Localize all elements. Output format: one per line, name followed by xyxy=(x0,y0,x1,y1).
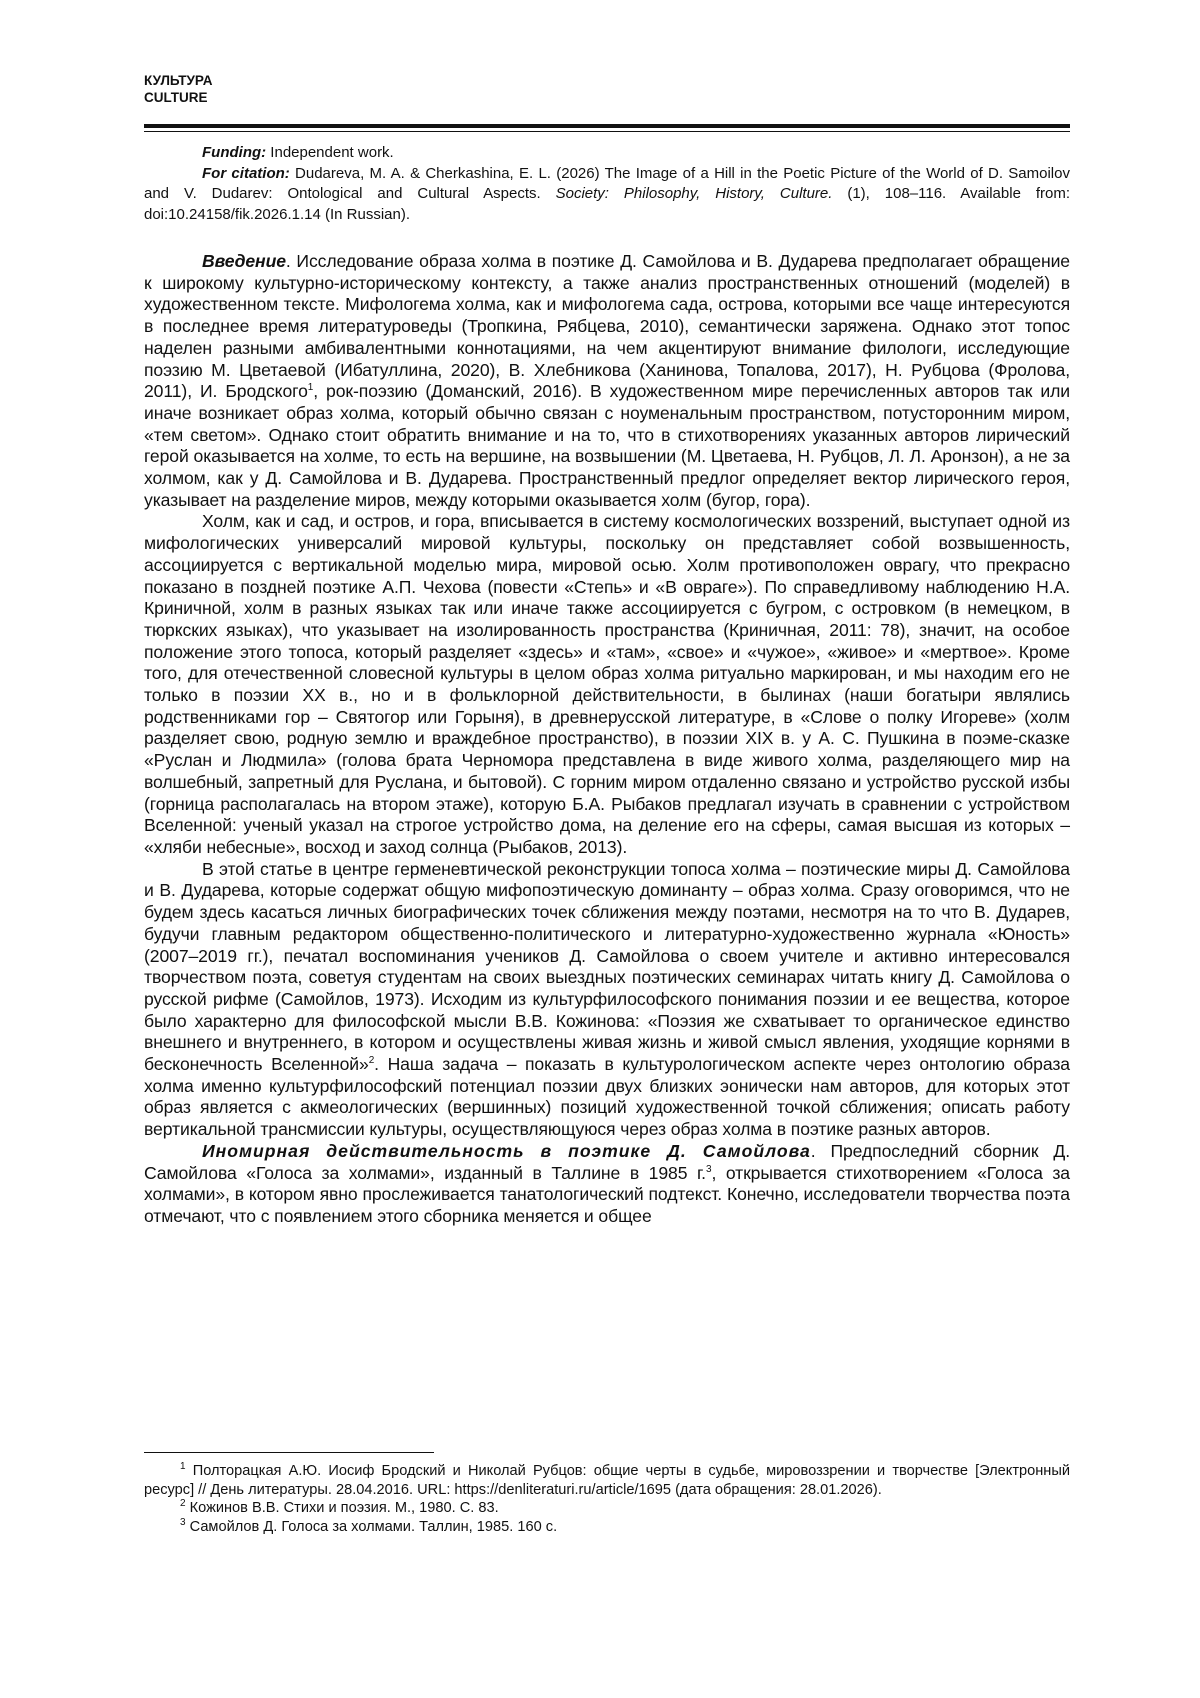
footnote-text: Полторацкая А.Ю. Иосиф Бродский и Николай Рубцов: общие черты в судьбе, мировоззрении и творчестве [Электронный ресурс] // День литературы. 28.04.2016. URL: https://denliteraturi.ru/article/1695 (дата обращения: 28.01.2026). xyxy=(144,1463,1070,1498)
paragraph-text: В этой статье в центре герменевтической реконструкции топоса холма – поэтические миры Д. Самойлова и В. Дударева, которые содержат общую мифопоэтическую доминанту – образ холма. Сразу оговоримся, что не будем здесь касаться личных биографических точек сближения между поэтами, несмотря на то что В. Дударев, будучи главным редактором общественно-политического и литературно-художественно журнала «Юность» (2007–2019 гг.), печатал воспоминания учеников Д. Самойлова о своем учителе и активно интересовался творчеством поэта, советуя студентам на своих выездных поэтических семинарах читать книгу Д. Самойлова о русской рифме (Самойлов, 1973). Исходим из культурфилософского понимания поэзии и ее вещества, которое было характерно для философской мысли В.В. Кожинова: «Поэзия же схватывает то органическое единство внешнего и внутреннего, в котором и осуществлены живая жизнь и живой смысл явления, уходящие корнями в бесконечность Вселенной» xyxy=(144,858,1070,1075)
footnote-number: 3 xyxy=(180,1516,186,1528)
footnote-separator xyxy=(144,1452,434,1453)
paragraph-text: . Исследование образа холма в поэтике Д. Самойлова и В. Дударева предполагает обращение к широкому культурно-историческому контексту, а также анализ пространственных отношений (моделей) в художественном тексте. Мифологема холма, как и мифологема сада, острова, которыми все чаще интересуются в последнее время литературоведы (Тропкина, Рябцева, 2010), семантически заряжена. Однако этот топос наделен разными амбивалентными коннотациями, на чем акцентируют внимание филологи, исследующие поэзию М. Цветаевой (Ибатуллина, 2020), В. Хлебникова (Ханинова, Топалова, 2017), Н. Рубцова (Фролова, 2011), И. Бродского xyxy=(144,251,1070,402)
footnote-text: Кожинов В.В. Стихи и поэзия. М., 1980. С. 83. xyxy=(185,1500,499,1517)
funding-text: Independent work. xyxy=(266,144,394,161)
header-rule-thin xyxy=(144,131,1070,132)
section-title-en: CULTURE xyxy=(144,90,208,105)
paragraph-text: , рок-поэзию (Доманский, 2016). В художественном мире перечисленных авторов так или иначе возникает образ холма, который обычно связан с ноуменальным пространством, потусторонним миром, «тем светом». Однако стоит обратить внимание и на то, что в стихотворениях указанных авторов лирический герой оказывается на холме, то есть на вершине, на возвышении (М. Цветаева, Н. Рубцов, Л. Л. Аронзон), а не за холмом, как у Д. Самойлова и В. Дударева. Пространственный предлог определяет вектор лирического героя, указывает на разделение миров, между которыми оказывается холм (бугор, гора). xyxy=(144,381,1071,510)
footnote-number: 2 xyxy=(180,1498,186,1510)
footnote-2 xyxy=(144,1499,1070,1518)
footnote-3 xyxy=(144,1518,1070,1537)
paragraph-article-goal xyxy=(144,859,1070,1141)
footnotes xyxy=(144,1462,1070,1536)
funding-label: Funding: xyxy=(202,144,267,161)
footnote-number: 1 xyxy=(180,1461,186,1473)
footnote-text: Самойлов Д. Голоса за холмами. Таллин, 1985. 160 с. xyxy=(185,1518,558,1535)
citation-label: For citation: xyxy=(202,164,290,182)
section-title-ru: КУЛЬТУРА xyxy=(144,73,213,88)
citation-text-a: Dudareva, M. A. & Cherkashina, E. L. (2026) The Image of a Hill in the Poetic Picture of the World of D. Samoilov and V. Dudarev: Ontological and Cultural Aspects. xyxy=(144,164,1070,202)
footnote-1 xyxy=(144,1462,1070,1499)
paragraph-text: , открывается стихотворением «Голоса за холмами», в котором явно прослеживается танатологический подтекст. Конечно, исследователи творчества поэта отмечают, что с появлением этого сборника меняется и общее xyxy=(144,1162,1070,1226)
paragraph-text: . Предпоследний сборник Д. Самойлова «Голоса за холмами», изданный в Таллине в 1985 г. xyxy=(144,1140,1070,1183)
footnote-ref-1[interactable]: 1 xyxy=(307,382,314,394)
funding-line xyxy=(144,143,1070,164)
article-meta xyxy=(144,143,1070,225)
citation-text-b: (1), 108–116. Available from: doi:10.24158/fik.2026.1.14 (In Russian). xyxy=(144,185,1071,223)
footnote-ref-2[interactable]: 2 xyxy=(368,1055,375,1067)
running-header xyxy=(144,72,212,106)
citation-journal: Society: Philosophy, History, Culture. xyxy=(555,185,833,202)
footnote-ref-3[interactable]: 3 xyxy=(705,1163,712,1175)
paragraph-text: . Наша задача – показать в культурологическом аспекте через онтологию образа холма именно культурфилософский потенциал поэзии двух близких эонически нам авторов, для которых этот образ является с акмеологических (вершинных) позиций художественной точкой сближения; описать работу вертикальной трансмиссии культуры, осуществляющуюся через образ холма в поэтике разных авторов. xyxy=(144,1054,1070,1140)
introduction-heading: Введение xyxy=(202,251,286,271)
paragraph-introduction xyxy=(144,251,1070,511)
citation-line xyxy=(144,164,1070,226)
paragraph-hill-mythology: Холм, как и сад, и остров, и гора, вписывается в систему космологических воззрений, выступает одной из мифологических универсалий мировой культуры, поскольку он представляет собой возвышенность, ассоциируется с вертикальной моделью мира, мировой осью. Холм противоположен оврагу, что прекрасно показано в поздней поэтике А.П. Чехова (повести «Степь» и «В овраге»). По справедливому наблюдению Н.А. Криничной, холм в разных языках так или иначе также ассоциируется с бугром, с островком (в немецком, в тюркских языках), что указывает на изолированность пространства (Криничная, 2011: 78), значит, на особое положение этого топоса, который разделяет «здесь» и «там», «свое» и «чужое», «живое» и «мертвое». Кроме того, для отечественной словесной культуры в целом образ холма ритуально маркирован, и мы находим его не только в поэзии XX в., но и в фольклорной действительности, в былинах (наши богатыри являлись родственниками гор – Святогор или Горыня), в древнерусской литературе, в «Слове о полку Игореве» (холм разделяет свою, родную землю и враждебное пространство), в поэзии XIX в. у А. С. Пушкина в поэме-сказке «Руслан и Людмила» (голова брата Черномора представлена в виде живого холма, разделяющего мир на волшебный, запретный для Руслана, и бытовой). С горним миром отдаленно связано и устройство русской избы (горница располагалась на втором этаже), которую Б.А. Рыбаков предлагал изучать в сравнении с устройством Вселенной: ученый указал на строгое устройство дома, на деление его на сферы, самая высшая из которых – «хляби небесные», восход и заход солнца (Рыбаков, 2013). xyxy=(144,511,1070,857)
paragraph-samoilov-section xyxy=(144,1141,1070,1228)
article-body xyxy=(144,251,1070,1228)
header-rule-thick xyxy=(144,124,1070,128)
section-heading-samoilov: Иномирная действительность в поэтике Д. Самойлова xyxy=(202,1140,811,1161)
